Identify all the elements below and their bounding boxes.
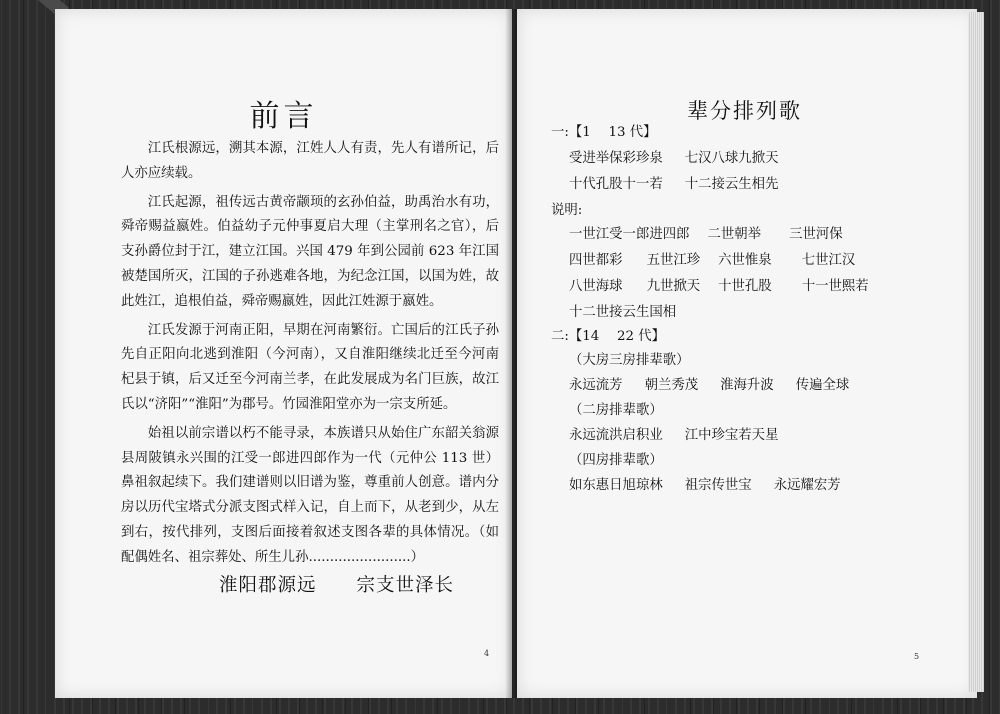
explanation-label: 说明: xyxy=(551,203,583,218)
section-heading: 二:【14 22 代】 xyxy=(551,329,666,344)
page-number: 4 xyxy=(484,649,490,658)
preface-body xyxy=(121,137,499,575)
preface-paragraph: 始祖以前宗谱以朽不能寻录，本族谱只从始住广东韶关翁源县周陂镇永兴围的江受一郎进四郎作为一代（元仲公 113 世）鼻祖叙起续下。我们建谱则以旧谱为鉴，尊重前人创意。谱内分房以历代宝塔式分派支图式样入记，自上而下，从老到少，从左到右，按代排列，支图后面接着叙述支图各辈的具体情况。（如配偶姓名、祖宗葬处、所生儿孙........................） xyxy=(121,425,499,565)
group-label: （大房三房排辈歌） xyxy=(569,353,690,368)
generation-name: 十世孔股 xyxy=(718,279,772,294)
generation-name: 五世江珍 xyxy=(646,253,701,268)
verse-phrase: 十代孔股十一若 xyxy=(569,177,663,192)
page-title: 前言 xyxy=(249,99,318,134)
verse-line xyxy=(569,173,778,192)
generation-name: 四世都彩 xyxy=(569,253,623,268)
verse-phrase: 淮海升波 xyxy=(720,378,774,393)
generation-name: 七世江汉 xyxy=(801,253,856,268)
verse-phrase: 永远流洪启积业 xyxy=(569,428,663,443)
verse-phrase: 永远耀宏芳 xyxy=(773,478,841,493)
generation-name: 八世海球 xyxy=(569,279,623,294)
preface-paragraph: 江氏起源，祖传远古黄帝颛顼的玄孙伯益，助禹治水有功，舜帝赐益嬴姓。伯益幼子元仲事夏启大理（主掌刑名之官），后支孙爵位封于江，建立江国。兴国 479 年到公园前 623 年江国被楚国所灭，江国的子孙逃难各地，为纪念江国，以国为姓，故此姓江，追根伯益，舜帝赐嬴姓，因此江姓源于嬴姓。 xyxy=(121,194,499,309)
section-heading: 一:【1 13 代】 xyxy=(551,125,657,140)
verse-line xyxy=(569,147,778,166)
verse-phrase: 受进举保彩珍泉 xyxy=(569,151,663,166)
preface-paragraph: 江氏发源于河南正阳，早期在河南繁衍。亡国后的江氏子孙先自正阳向北逃到淮阳（今河南），又自淮阳继续北迁至今河南杞县于镇，后又迁至今河南兰孝，在此发展成为名门巨族，故江氏以“济阳”“淮阳”为郡号。竹园淮阳堂亦为一宗支所延。 xyxy=(121,322,499,412)
verse-line xyxy=(569,474,841,493)
motto-line: 宗支世泽长 xyxy=(356,575,455,596)
generation-row xyxy=(569,249,855,268)
page-number: 5 xyxy=(914,652,920,661)
generation-row xyxy=(569,301,676,320)
generation-name: 三世河保 xyxy=(789,227,843,242)
verse-phrase: 永远流芳 xyxy=(569,378,623,393)
verse-phrase: 十二接云生相先 xyxy=(684,177,779,192)
generation-name: 十一世熙若 xyxy=(801,279,869,294)
verse-phrase: 七汉八球九掀天 xyxy=(684,151,779,166)
verse-phrase: 如东惠日旭琼林 xyxy=(569,478,663,493)
verse-line xyxy=(569,424,778,443)
verse-phrase: 朝兰秀茂 xyxy=(644,378,699,393)
page-title: 辈分排列歌 xyxy=(687,99,802,123)
generation-name: 十二世接云生国相 xyxy=(569,305,677,320)
right-page xyxy=(517,9,977,698)
generation-name: 六世惟泉 xyxy=(718,253,772,268)
group-label: （四房排辈歌） xyxy=(569,453,663,468)
page-stack-edge xyxy=(968,12,984,692)
group-label: （二房排辈歌） xyxy=(569,403,663,418)
generation-name: 九世掀天 xyxy=(646,279,701,294)
verse-line xyxy=(569,374,849,393)
verse-phrase: 江中珍宝若天星 xyxy=(684,428,779,443)
verse-phrase: 祖宗传世宝 xyxy=(684,478,752,493)
left-page xyxy=(55,9,512,698)
preface-paragraph: 江氏根源远，溯其本源，江姓人人有责，先人有谱所记，后人亦应续载。 xyxy=(121,141,499,181)
bleed-through-text xyxy=(605,85,627,116)
motto-line: 淮阳郡源远 xyxy=(219,575,317,596)
generation-row xyxy=(569,223,843,242)
motto xyxy=(219,571,454,597)
verse-phrase: 传遍全球 xyxy=(795,378,850,393)
generation-name: 二世朝举 xyxy=(707,227,762,242)
generation-name: 一世江受一郎进四郎 xyxy=(569,227,690,242)
generation-row xyxy=(569,275,869,294)
